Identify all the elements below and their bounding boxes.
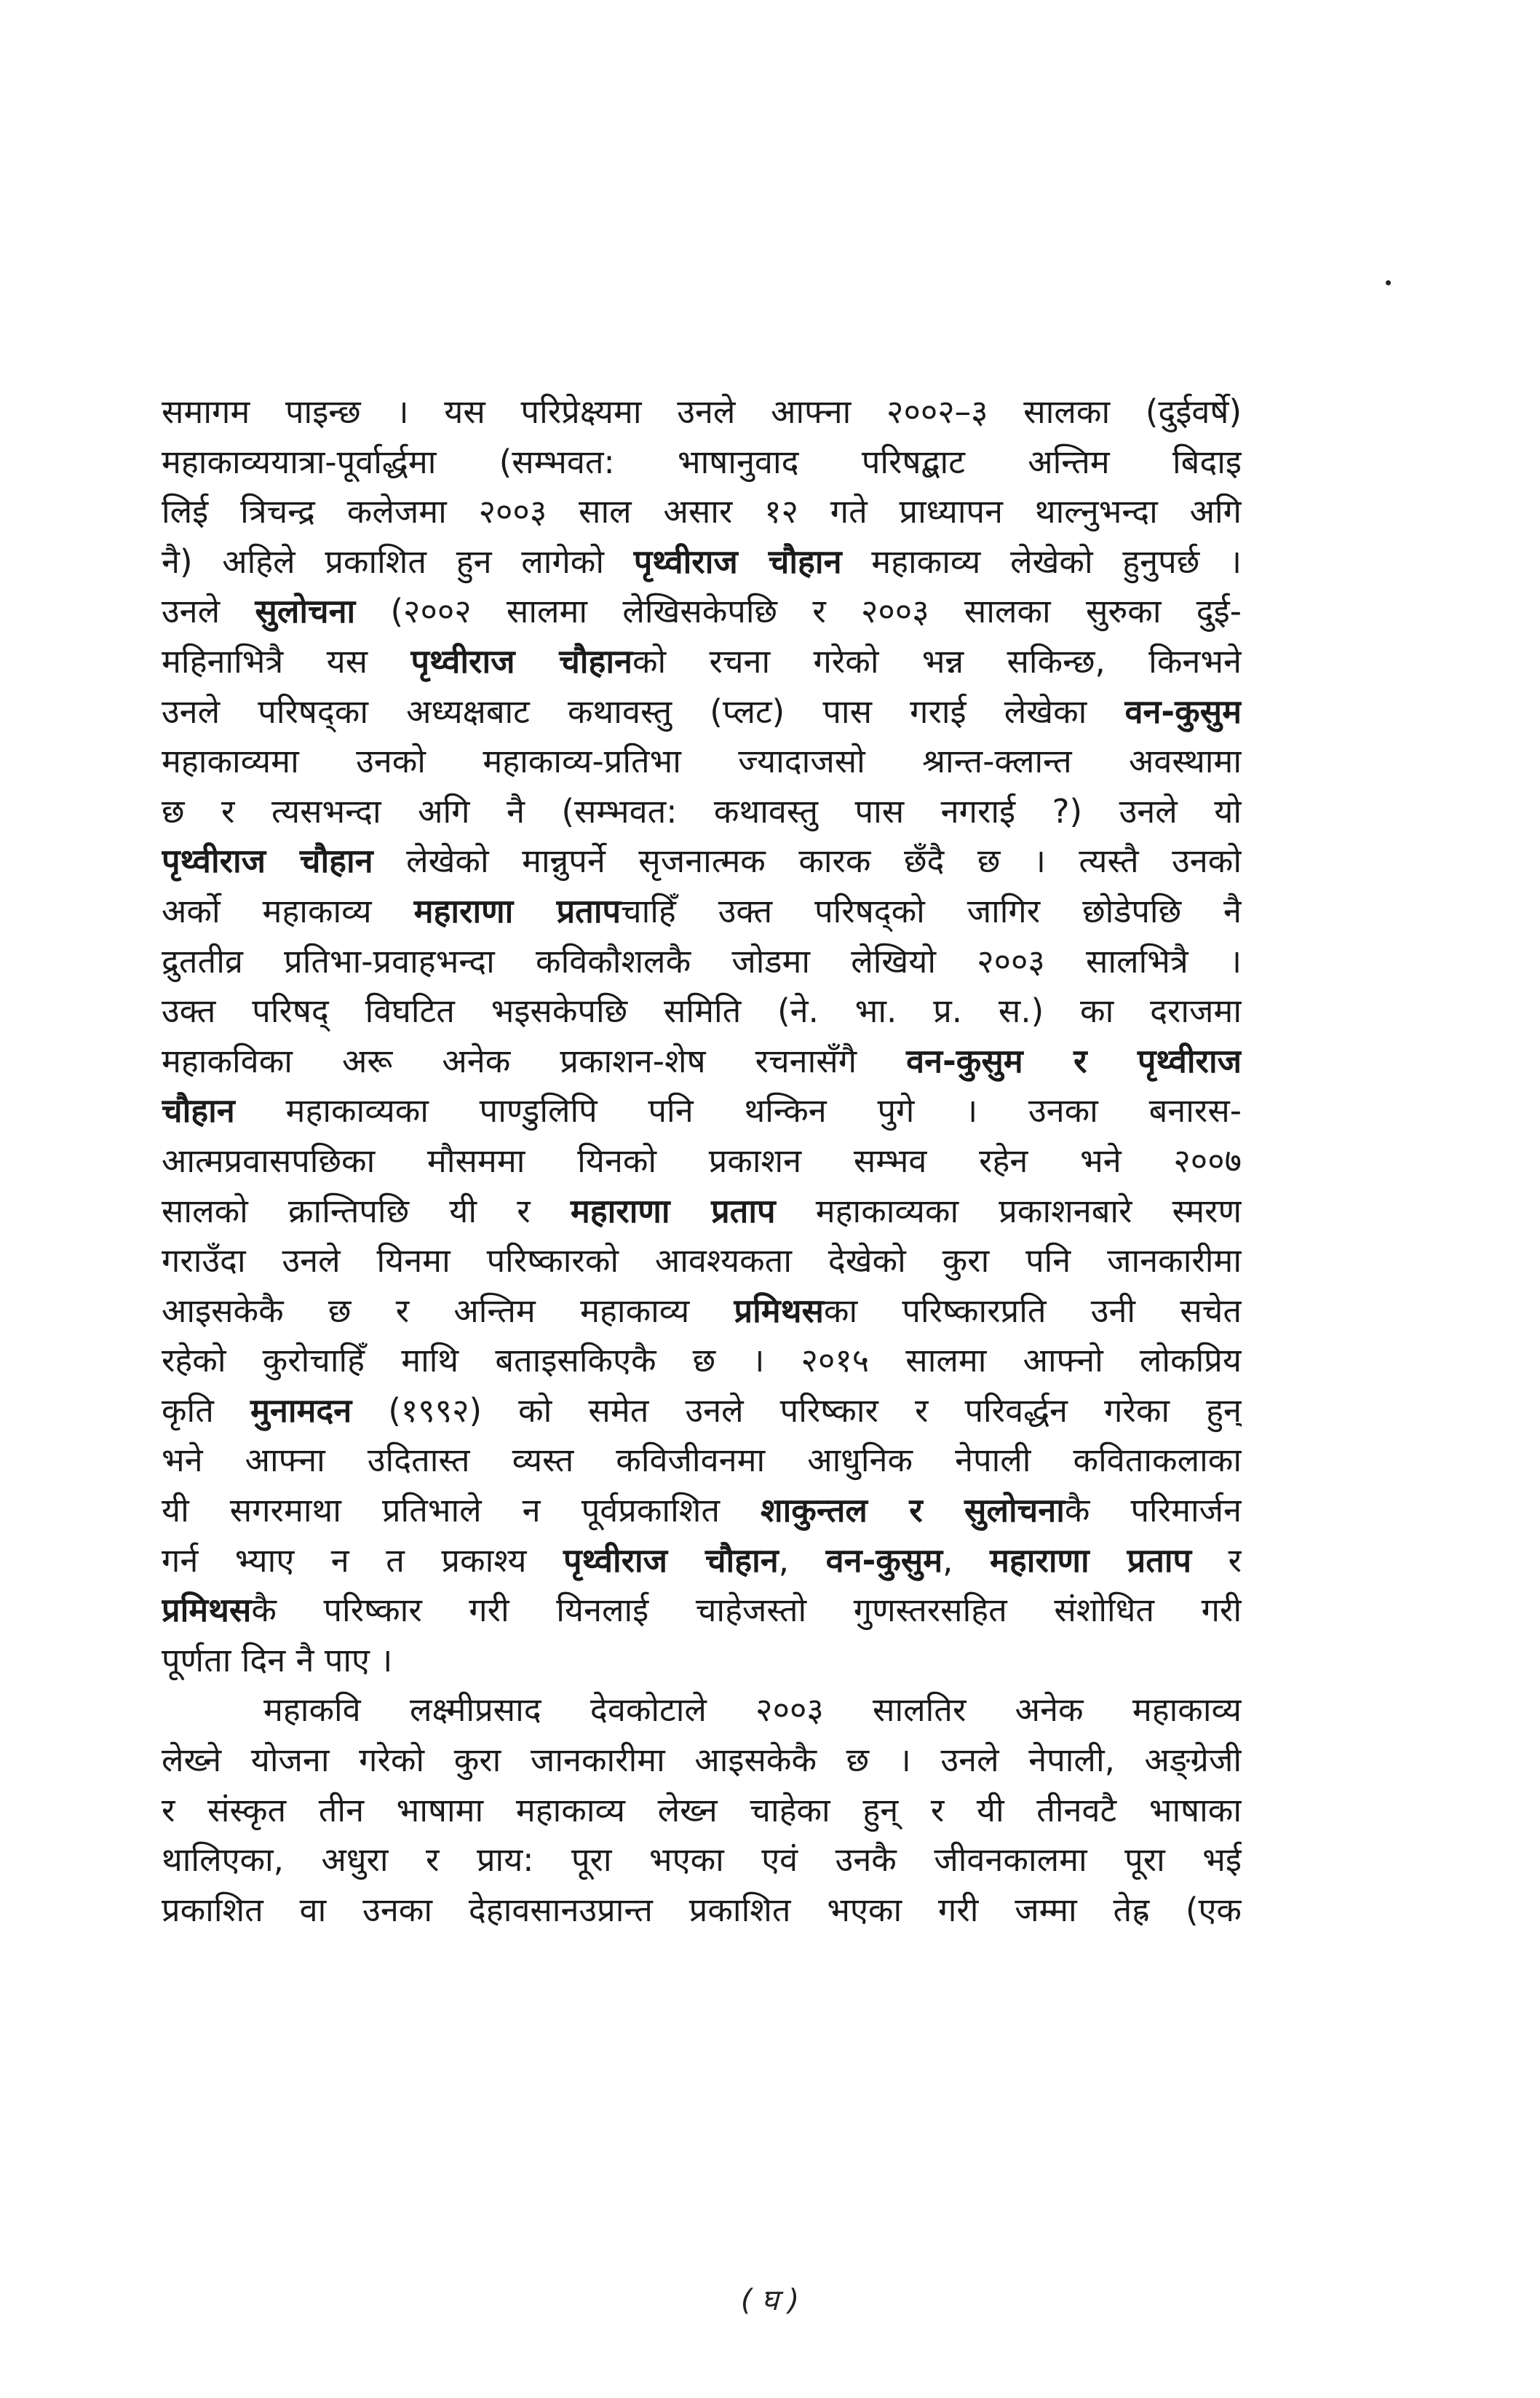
text-run: महाकाव्यमा उनको महाकाव्य-प्रतिभा ज्यादाजसो श्रान्त-क्लान्त अवस्थामा	[162, 742, 1242, 781]
text-run: महाकाव्यका प्रकाशनबारे स्मरण	[775, 1191, 1242, 1230]
text-line	[162, 937, 1242, 987]
text-run: ,	[778, 1540, 826, 1580]
text-line	[162, 1136, 1242, 1187]
text-line	[162, 1086, 1242, 1136]
paragraph	[162, 387, 1242, 1685]
bold-title-text: मुनामदन	[250, 1390, 352, 1430]
stray-dot-mark	[1386, 280, 1391, 285]
text-line	[162, 1386, 1242, 1436]
text-run: लिई त्रिचन्द्र कलेजमा २००३ साल असार १२ गते प्राध्यापन थाल्नुभन्दा अगि	[162, 492, 1242, 531]
bold-title-text: वन-कुसुम र पृथ्वीराज	[906, 1041, 1242, 1080]
text-line	[162, 1835, 1242, 1885]
text-run: थालिएका, अधुरा र प्राय: पूरा भएका एवं उनकै जीवनकालमा पूरा भई	[162, 1840, 1242, 1880]
text-run: ,	[942, 1540, 990, 1580]
bold-title-text: महाराणा प्रताप	[989, 1540, 1192, 1580]
text-run: (२००२ सालमा लेखिसकेपछि र २००३ सालका सुरुका दुई-	[355, 592, 1242, 631]
text-run: गराउँदा उनले यिनमा परिष्कारको आवश्यकता देखेको कुरा पनि जानकारीमा	[162, 1241, 1242, 1281]
paragraph	[162, 1685, 1242, 1935]
text-run: उनले परिषद्का अध्यक्षबाट कथावस्तु (प्लट) पास गराई लेखेका	[162, 692, 1125, 731]
text-line	[162, 1436, 1242, 1486]
text-line	[162, 1336, 1242, 1386]
bold-title-text: वन-कुसुम	[825, 1540, 943, 1580]
text-run: भने आफ्ना उदितास्त व्यस्त कविजीवनमा आधुनिक नेपाली कविताकलाका	[162, 1441, 1242, 1480]
text-line	[162, 1536, 1242, 1586]
text-run: महाकाव्ययात्रा-पूर्वार्द्धमा (सम्भवत: भाषानुवाद परिषद्बाट अन्तिम बिदाइ	[162, 442, 1242, 481]
body-text	[162, 387, 1242, 1935]
text-run: उक्त परिषद् विघटित भइसकेपछि समिति (ने. भा. प्र. स.) का दराजमा	[162, 992, 1242, 1031]
text-run: समागम पाइन्छ । यस परिप्रेक्ष्यमा उनले आफ्ना २००२–३ सालका (दुईवर्षे)	[162, 392, 1242, 431]
text-line	[162, 487, 1242, 537]
text-run: महिनाभित्रै यस	[162, 641, 411, 681]
bold-title-text: पृथ्वीराज चौहान	[162, 842, 373, 881]
text-run: कै परिमार्जन	[1064, 1491, 1242, 1530]
text-run: लेख्ने योजना गरेको कुरा जानकारीमा आइसकेकै छ । उनले नेपाली, अङ्ग्रेजी	[162, 1741, 1242, 1780]
text-line	[162, 687, 1242, 737]
bold-title-text: वन-कुसुम	[1124, 692, 1242, 731]
text-run: र संस्कृत तीन भाषामा महाकाव्य लेख्न चाहेका हुन् र यी तीनवटै भाषाका	[162, 1790, 1242, 1829]
text-line	[162, 1685, 1242, 1736]
text-run: महाकाव्य लेखेको हुनुपर्छ ।	[841, 542, 1242, 581]
text-run: यी सगरमाथा प्रतिभाले न पूर्वप्रकाशित	[162, 1491, 761, 1530]
text-run: पूर्णता दिन नै पाए ।	[162, 1640, 393, 1679]
text-line	[162, 737, 1242, 787]
text-line	[162, 836, 1242, 887]
bold-title-text: प्रमिथस	[734, 1291, 824, 1330]
page-number: ( घ )	[740, 2284, 800, 2317]
text-line	[162, 787, 1242, 837]
text-line	[162, 1586, 1242, 1636]
text-line	[162, 1885, 1242, 1936]
text-run: अर्को महाकाव्य	[162, 891, 414, 930]
text-run: (१९९२) को समेत उनले परिष्कार र परिवर्द्धन गरेका हुन्	[352, 1390, 1242, 1430]
text-line	[162, 1037, 1242, 1087]
text-run: आइसकेकै छ र अन्तिम महाकाव्य	[162, 1291, 734, 1330]
text-line	[162, 1286, 1242, 1337]
bold-title-text: पृथ्वीराज चौहान	[410, 641, 632, 681]
text-run: महाकवि लक्ष्मीप्रसाद देवकोटाले २००३ सालतिर अनेक महाकाव्य	[263, 1690, 1242, 1730]
text-run: छ र त्यसभन्दा अगि नै (सम्भवत: कथावस्तु पास नगराई ?) उनले यो	[162, 791, 1242, 831]
bold-title-text: पृथ्वीराज चौहान	[563, 1540, 779, 1580]
text-line	[162, 1636, 1242, 1686]
text-run: र	[1191, 1540, 1242, 1580]
text-line	[162, 1786, 1242, 1836]
bold-title-text: महाराणा प्रताप	[570, 1191, 776, 1230]
text-run: कृति	[162, 1390, 250, 1430]
text-run: कै परिष्कार गरी यिनलाई चाहेजस्तो गुणस्तरसहित संशोधित गरी	[251, 1591, 1242, 1630]
text-run: लेखेको मान्नुपर्ने सृजनात्मक कारक छँदै छ । त्यस्तै उनको	[373, 842, 1242, 881]
text-line	[162, 1736, 1242, 1786]
text-line	[162, 587, 1242, 637]
text-run: रहेको कुरोचाहिँ माथि बताइसकिएकै छ । २०१५ सालमा आफ्नो लोकप्रिय	[162, 1341, 1242, 1380]
text-run: नै) अहिले प्रकाशित हुन लागेको	[162, 542, 634, 581]
text-line	[162, 887, 1242, 937]
text-run: का परिष्कारप्रति उनी सचेत	[823, 1291, 1242, 1330]
text-line	[162, 1236, 1242, 1286]
text-run: गर्न भ्याए न त प्रकाश्य	[162, 1540, 564, 1580]
text-run: महाकविका अरू अनेक प्रकाशन-शेष रचनासँगै	[162, 1041, 907, 1080]
text-run: आत्मप्रवासपछिका मौसममा यिनको प्रकाशन सम्भव रहेन भने २००७	[162, 1141, 1242, 1180]
text-run: महाकाव्यका पाण्डुलिपि पनि थन्किन पुगे । उनका बनारस-	[234, 1091, 1242, 1131]
text-line	[162, 1187, 1242, 1237]
bold-title-text: सुलोचना	[255, 592, 356, 631]
text-run: चाहिँ उक्त परिषद्को जागिर छोडेपछि नै	[621, 891, 1242, 930]
text-line	[162, 1486, 1242, 1536]
bold-title-text: महाराणा प्रताप	[413, 891, 622, 930]
text-run: प्रकाशित वा उनका देहावसानउप्रान्त प्रकाशित भएका गरी जम्मा तेह्र (एक	[162, 1890, 1242, 1929]
text-run: द्रुततीव्र प्रतिभा-प्रवाहभन्दा कविकौशलकै जोडमा लेखियो २००३ सालभित्रै ।	[162, 941, 1242, 981]
bold-title-text: चौहान	[162, 1091, 235, 1131]
text-line	[162, 387, 1242, 438]
text-run: को रचना गरेको भन्न सकिन्छ, किनभने	[632, 641, 1242, 681]
text-run: उनले	[162, 592, 255, 631]
bold-title-text: पृथ्वीराज चौहान	[633, 542, 842, 581]
text-run: सालको क्रान्तिपछि यी र	[162, 1191, 571, 1230]
text-line	[162, 537, 1242, 587]
text-line	[162, 637, 1242, 687]
text-line	[162, 438, 1242, 488]
text-line	[162, 986, 1242, 1037]
bold-title-text: प्रमिथस	[162, 1591, 252, 1630]
bold-title-text: शाकुन्तल र सुलोचना	[761, 1491, 1065, 1530]
